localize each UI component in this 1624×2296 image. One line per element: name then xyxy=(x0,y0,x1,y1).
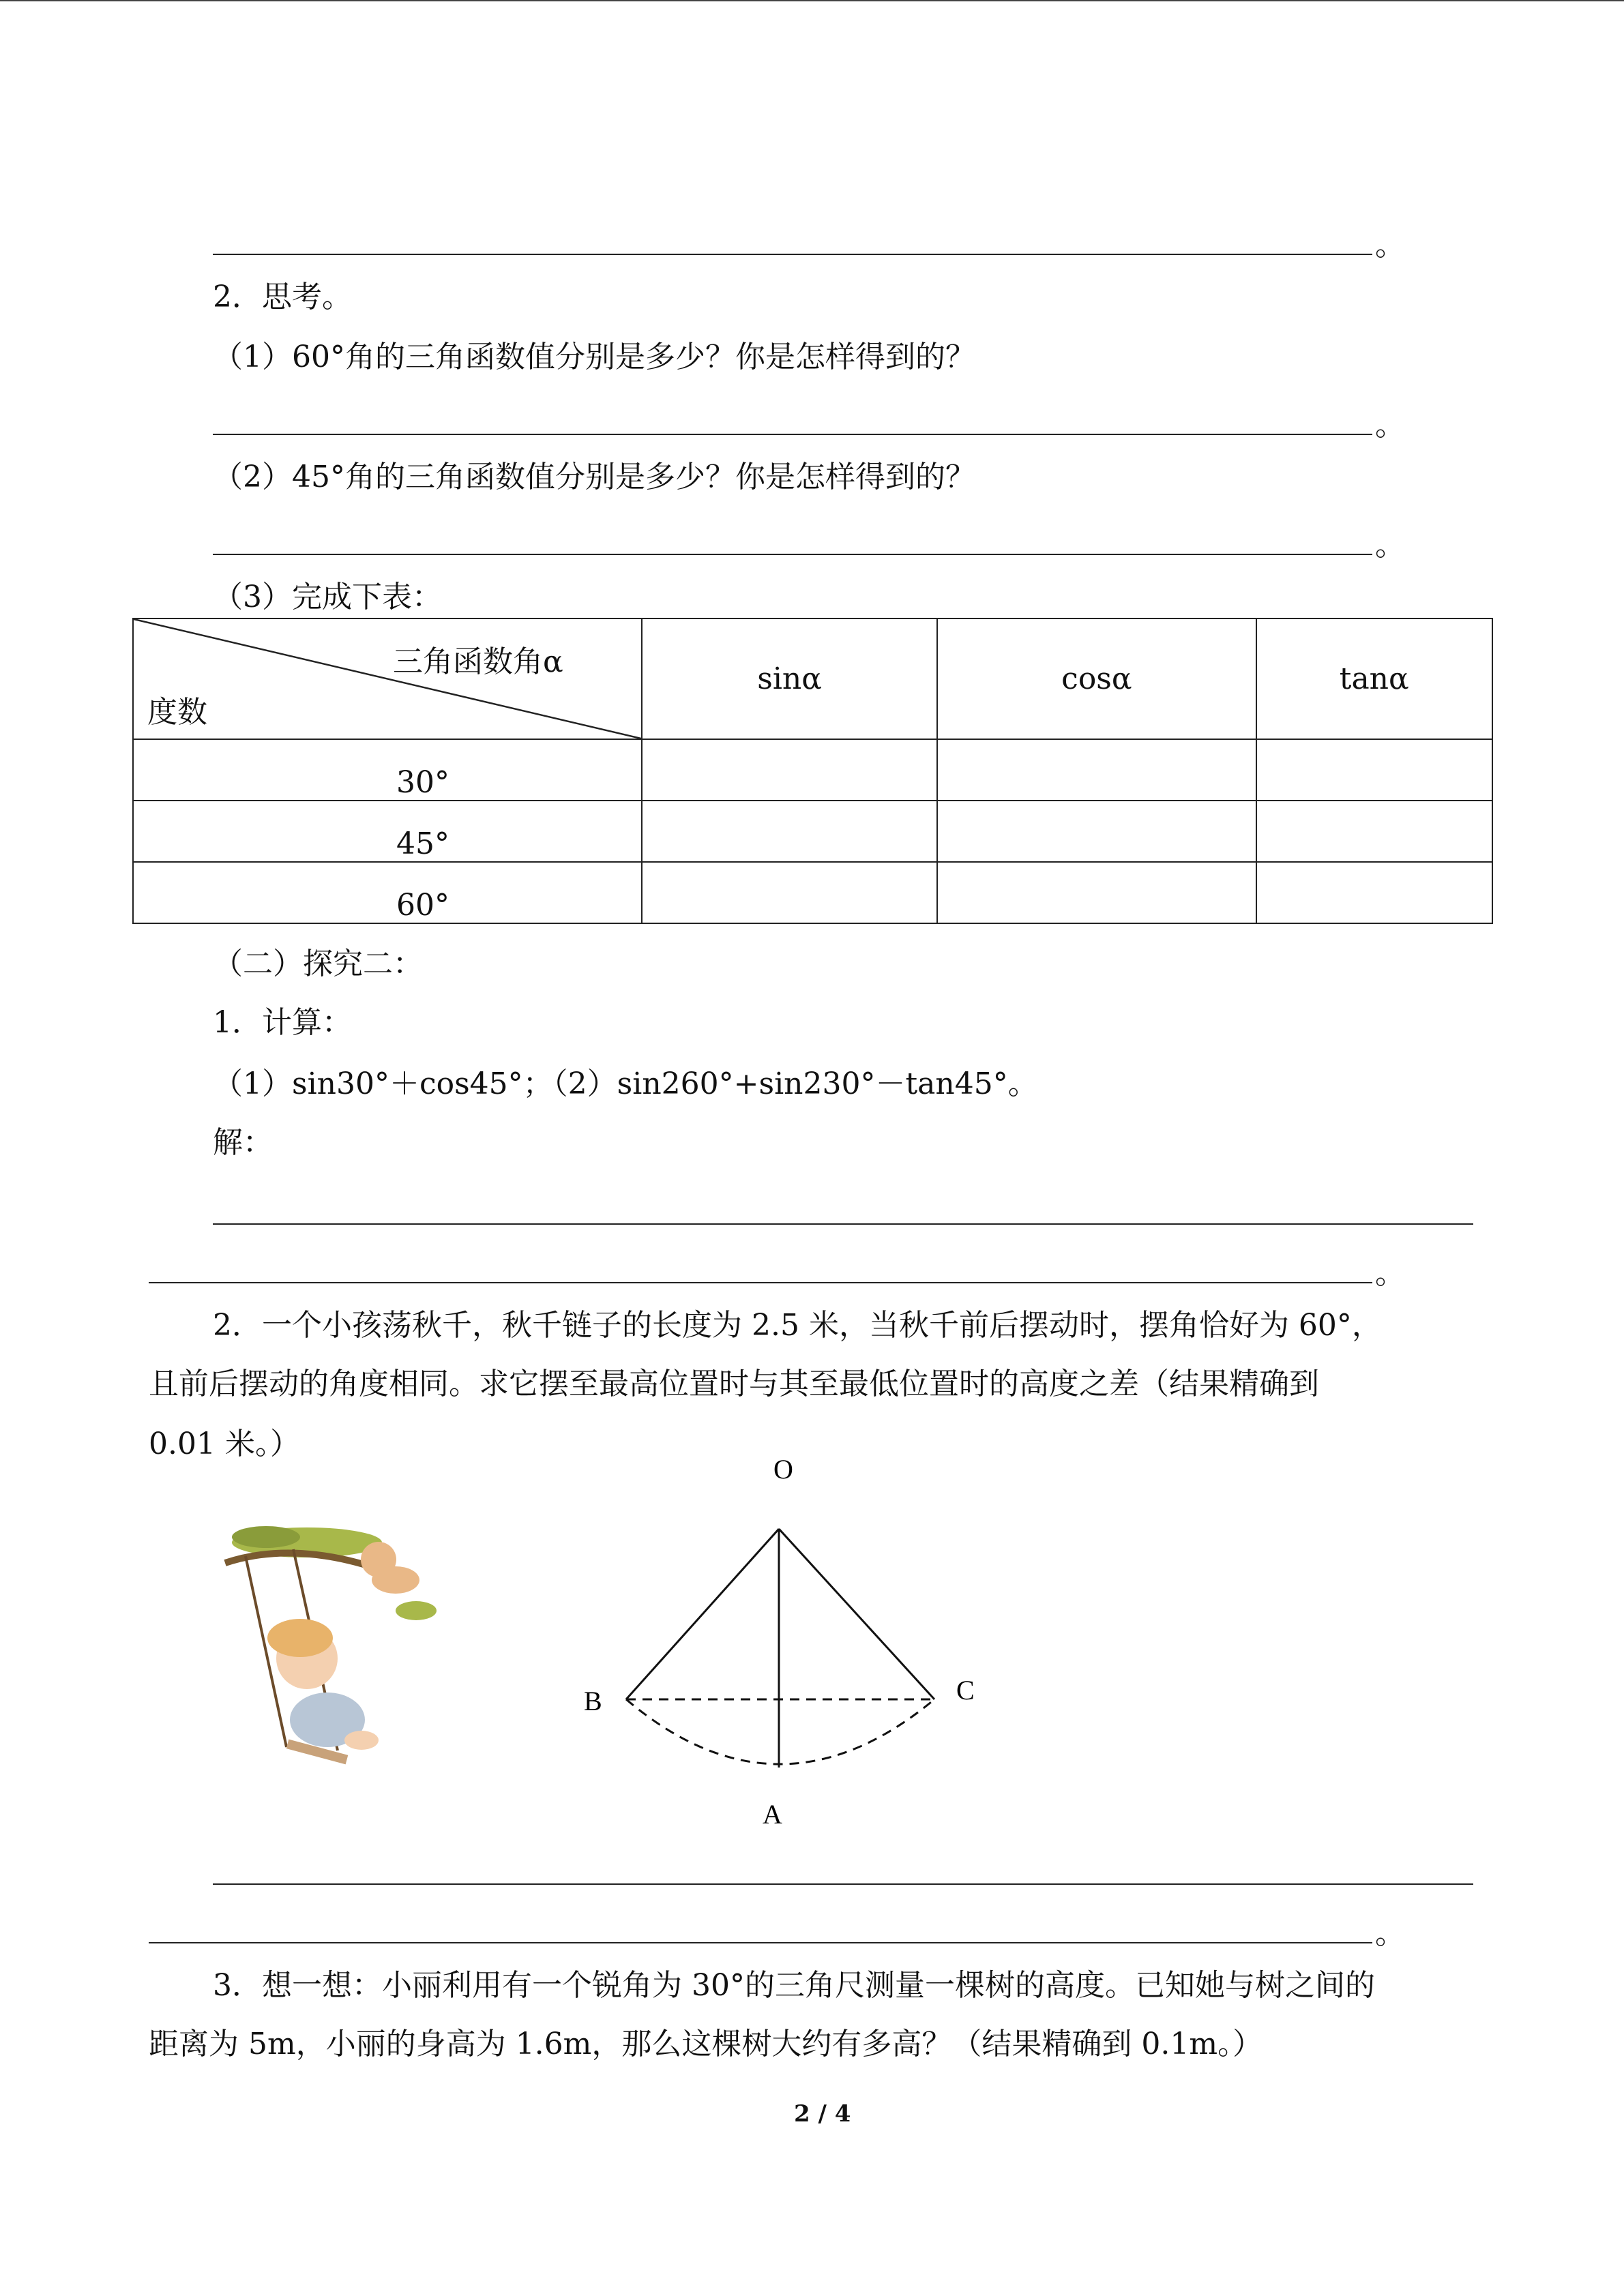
corner-header-top: 三角函数角α xyxy=(393,644,563,679)
solution-label: 解： xyxy=(213,1125,273,1160)
section-heading: （二）探究二： xyxy=(213,946,423,981)
problem-text: 且前后摆动的角度相同。求它摆至最高位置时与其至最低位置时的高度之差（结果精确到 xyxy=(149,1367,1319,1401)
period: 。 xyxy=(1375,408,1405,443)
trig-table xyxy=(132,618,1493,924)
question-heading: 1．计算： xyxy=(213,1005,352,1040)
answer-line xyxy=(213,1883,1473,1885)
answer-line xyxy=(213,254,1372,255)
question-part: （1）60°角的三角函数值分别是多少？你是怎样得到的？ xyxy=(213,340,975,374)
pendulum-geometry-figure xyxy=(559,1447,982,1836)
problem-text: 2．一个小孩荡秋千，秋千链子的长度为 2.5 米，当秋千前后摆动时，摆角恰好为 60°， xyxy=(213,1308,1382,1343)
answer-line xyxy=(149,1282,1372,1283)
table-cell[interactable] xyxy=(937,739,1256,801)
answer-line xyxy=(213,554,1372,555)
question-part: （2）45°角的三角函数值分别是多少？你是怎样得到的？ xyxy=(213,460,975,494)
table-header-cell: cosα xyxy=(937,618,1256,739)
answer-line xyxy=(149,1942,1372,1943)
page-number: 2 / 4 xyxy=(794,2100,851,2128)
table-cell[interactable] xyxy=(642,862,937,923)
question-part: （3）完成下表： xyxy=(213,580,442,614)
table-cell: 45° xyxy=(133,801,642,862)
question-part: （1）sin30°＋cos45°；（2）sin260°+sin230°－tan45°。 xyxy=(213,1067,1038,1101)
diagonal-line xyxy=(134,619,641,739)
period: 。 xyxy=(1375,528,1405,563)
table-row xyxy=(133,739,1492,801)
period: 。 xyxy=(1375,1916,1405,1951)
table-row xyxy=(133,801,1492,862)
table-cell[interactable] xyxy=(642,801,937,862)
table-cell[interactable] xyxy=(1256,801,1493,862)
question-heading: 2．思考。 xyxy=(213,280,352,314)
problem-text: 3．想一想：小丽利用有一个锐角为 30°的三角尺测量一棵树的高度。已知她与树之间的 xyxy=(213,1968,1375,2003)
problem-text: 距离为 5m，小丽的身高为 1.6m，那么这棵树大约有多高？（结果精确到 0.1m。） xyxy=(149,2027,1263,2061)
point-label-a: A xyxy=(763,1799,782,1830)
table-corner-cell xyxy=(133,618,642,739)
child-on-swing-illustration xyxy=(211,1522,464,1795)
table-cell[interactable] xyxy=(642,739,937,801)
table-row xyxy=(133,862,1492,923)
table-cell[interactable] xyxy=(1256,862,1493,923)
table-cell: 60° xyxy=(133,862,642,923)
problem-text: 0.01 米。） xyxy=(149,1427,300,1461)
table-cell: 30° xyxy=(133,739,642,801)
answer-line xyxy=(213,1223,1473,1225)
period: 。 xyxy=(1375,1256,1405,1291)
table-cell[interactable] xyxy=(937,801,1256,862)
point-label-o: O xyxy=(773,1454,793,1485)
table-header-cell: sinα xyxy=(642,618,937,739)
period: 。 xyxy=(1375,228,1405,263)
corner-header-bottom: 度数 xyxy=(147,695,207,730)
answer-line xyxy=(213,434,1372,435)
point-label-b: B xyxy=(584,1686,602,1716)
table-cell[interactable] xyxy=(1256,739,1493,801)
point-label-c: C xyxy=(956,1675,975,1705)
table-cell[interactable] xyxy=(937,862,1256,923)
table-header-cell: tanα xyxy=(1256,618,1493,739)
